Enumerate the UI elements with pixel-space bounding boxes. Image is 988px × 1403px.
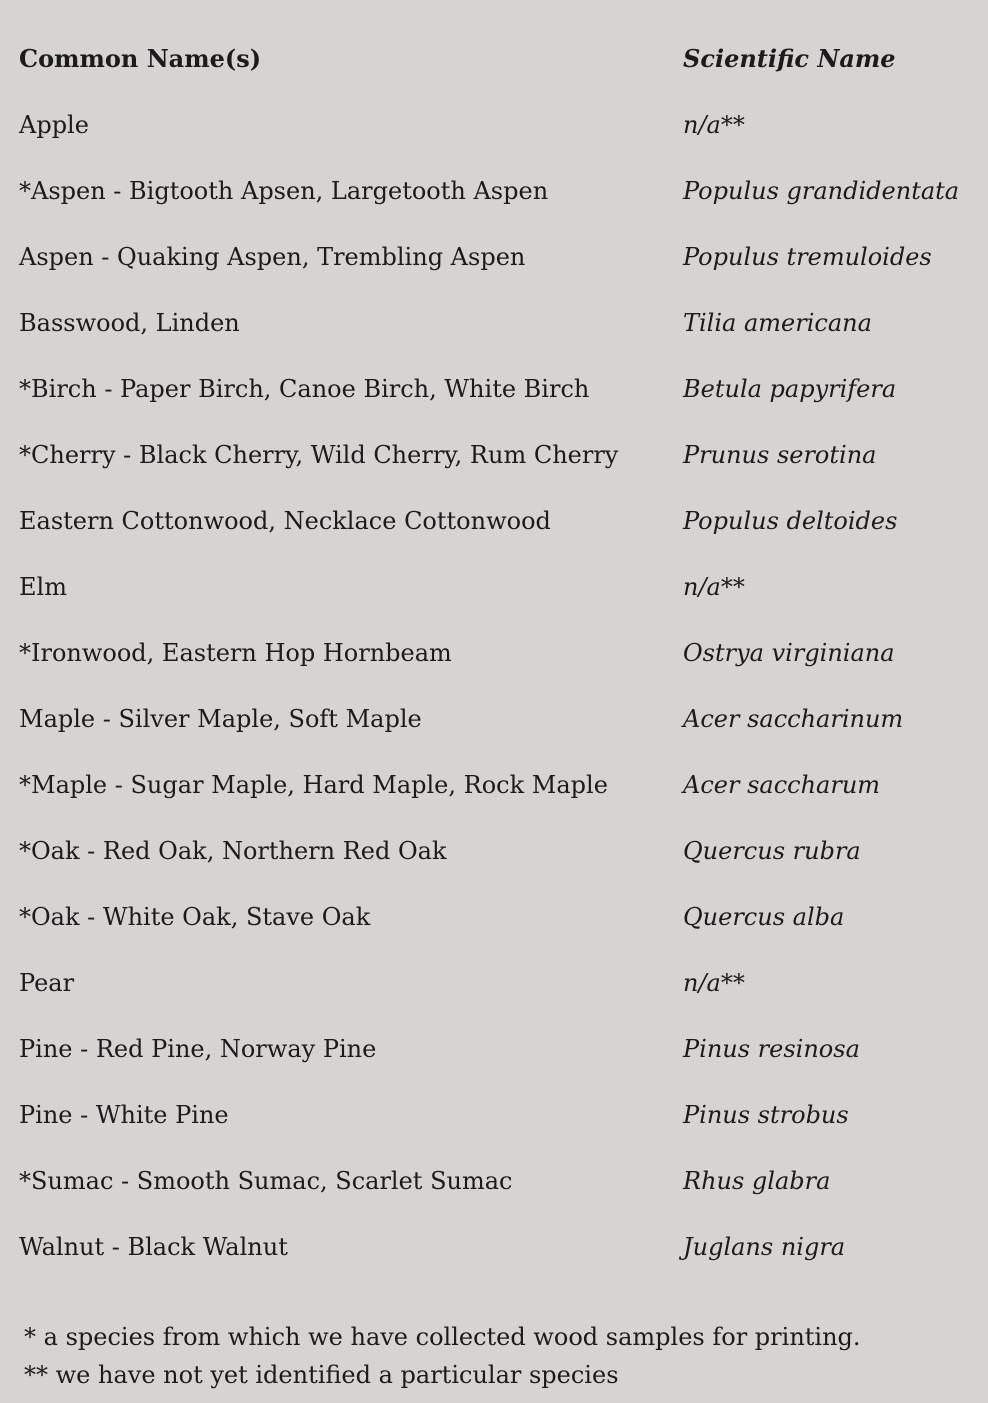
common-name-cell: *Maple - Sugar Maple, Hard Maple, Rock Maple [19,771,608,799]
common-name-cell: Apple [19,111,89,139]
scientific-name-cell: Quercus alba [683,903,845,931]
scientific-name-cell: Populus grandidentata [683,177,960,205]
common-name-cell: *Ironwood, Eastern Hop Hornbeam [19,639,452,667]
table-row [19,950,979,1016]
footnote-unidentified-species: ** we have not yet identified a particular species [24,1361,619,1389]
column-header-common-names: Common Name(s) [19,44,262,73]
common-name-cell: Walnut - Black Walnut [19,1233,288,1261]
column-header-scientific-name: Scientific Name [683,44,896,73]
scientific-name-cell: Tilia americana [683,309,872,337]
scientific-name-cell: Acer saccharinum [683,705,904,733]
common-name-cell: *Birch - Paper Birch, Canoe Birch, White Birch [19,375,590,403]
table-row [19,620,979,686]
common-name-cell: Maple - Silver Maple, Soft Maple [19,705,422,733]
table-row [19,1148,979,1214]
common-name-cell: Aspen - Quaking Aspen, Trembling Aspen [19,243,526,271]
common-name-cell: *Aspen - Bigtooth Apsen, Largetooth Aspen [19,177,549,205]
table-row [19,1082,979,1148]
common-name-cell: *Sumac - Smooth Sumac, Scarlet Sumac [19,1167,513,1195]
table-row [19,554,979,620]
table-row [19,158,979,224]
common-name-cell: Pear [19,969,75,997]
scientific-name-cell: Populus deltoides [683,507,898,535]
common-name-cell: Basswood, Linden [19,309,240,337]
common-name-cell: *Cherry - Black Cherry, Wild Cherry, Rum Cherry [19,441,619,469]
table-row [19,818,979,884]
table-row [19,422,979,488]
common-name-cell: *Oak - Red Oak, Northern Red Oak [19,837,447,865]
table-row [19,290,979,356]
table-row [19,686,979,752]
footnotes [24,1318,861,1394]
table-row [19,884,979,950]
table-row [19,356,979,422]
scientific-name-cell: Pinus strobus [683,1101,849,1129]
scientific-name-cell: Rhus glabra [683,1167,831,1195]
scientific-name-cell: Acer saccharum [683,771,881,799]
common-name-cell: Eastern Cottonwood, Necklace Cottonwood [19,507,551,535]
scientific-name-cell: Betula papyrifera [683,375,897,403]
scientific-name-cell: Pinus resinosa [683,1035,860,1063]
scientific-name-cell: Prunus serotina [683,441,877,469]
scientific-name-cell: Quercus rubra [683,837,861,865]
scientific-name-cell: Ostrya virginiana [683,639,895,667]
common-name-cell: Pine - Red Pine, Norway Pine [19,1035,377,1063]
scientific-name-cell: n/a** [683,969,745,997]
scientific-name-cell: n/a** [683,573,745,601]
table-row [19,92,979,158]
scientific-name-cell: Juglans nigra [683,1233,846,1261]
common-name-cell: *Oak - White Oak, Stave Oak [19,903,371,931]
table-row [19,1016,979,1082]
table-row [19,224,979,290]
table-row [19,488,979,554]
scientific-name-cell: n/a** [683,111,745,139]
common-name-cell: Elm [19,573,67,601]
scientific-name-cell: Populus tremuloides [683,243,932,271]
table-row [19,1214,979,1280]
table-row [19,752,979,818]
footnote-collected-samples: * a species from which we have collected wood samples for printing. [24,1323,861,1351]
common-name-cell: Pine - White Pine [19,1101,229,1129]
